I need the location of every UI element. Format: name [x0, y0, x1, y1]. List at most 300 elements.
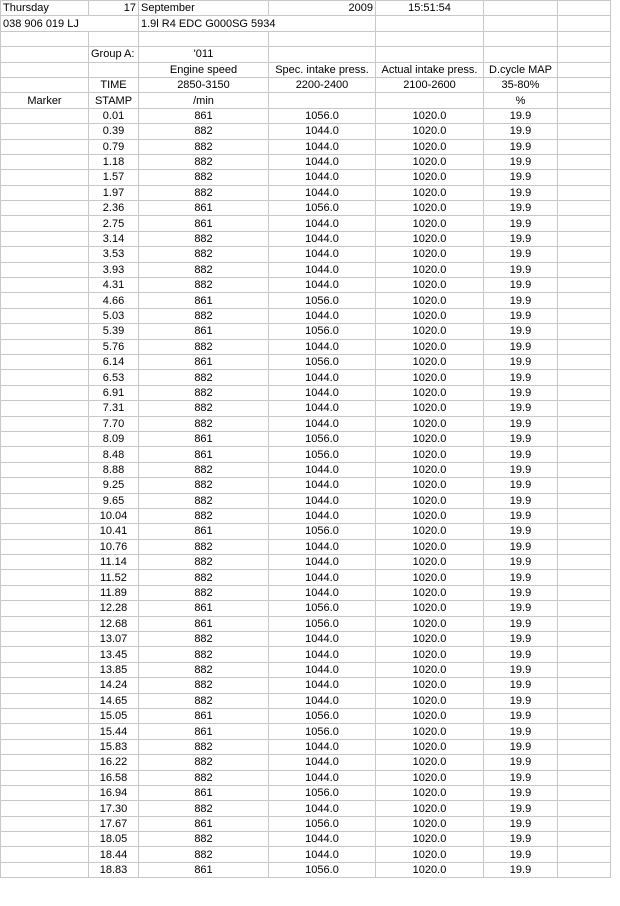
- actual-intake-cell[interactable]: 1020.0: [376, 862, 484, 877]
- empty-cell[interactable]: [558, 862, 611, 877]
- dcycle-cell[interactable]: 19.9: [484, 170, 558, 185]
- actual-intake-cell[interactable]: 1020.0: [376, 447, 484, 462]
- time-stamp-cell[interactable]: 6.14: [89, 354, 139, 369]
- time-stamp-cell[interactable]: 15.83: [89, 739, 139, 754]
- spec-intake-cell[interactable]: 1044.0: [269, 493, 376, 508]
- actual-intake-cell[interactable]: 1020.0: [376, 708, 484, 723]
- empty-cell[interactable]: [558, 816, 611, 831]
- empty-cell[interactable]: [376, 16, 484, 31]
- dcycle-cell[interactable]: 19.9: [484, 585, 558, 600]
- empty-cell[interactable]: [558, 16, 611, 31]
- actual-intake-cell[interactable]: 1020.0: [376, 739, 484, 754]
- time-stamp-cell[interactable]: 10.04: [89, 508, 139, 523]
- actual-intake-cell[interactable]: 1020.0: [376, 755, 484, 770]
- actual-intake-cell[interactable]: 1020.0: [376, 493, 484, 508]
- actual-intake-cell[interactable]: 1020.0: [376, 847, 484, 862]
- spec-intake-cell[interactable]: 1044.0: [269, 370, 376, 385]
- marker-cell[interactable]: [1, 170, 89, 185]
- empty-cell[interactable]: [484, 1, 558, 16]
- spec-intake-cell[interactable]: 1044.0: [269, 231, 376, 246]
- actual-intake-cell[interactable]: 1020.0: [376, 370, 484, 385]
- dcycle-cell[interactable]: 19.9: [484, 431, 558, 446]
- actual-intake-cell[interactable]: 1020.0: [376, 354, 484, 369]
- engine-speed-cell[interactable]: 882: [139, 678, 269, 693]
- marker-cell[interactable]: [1, 370, 89, 385]
- engine-speed-cell[interactable]: 882: [139, 185, 269, 200]
- dcycle-cell[interactable]: 19.9: [484, 708, 558, 723]
- spec-intake-cell[interactable]: 1056.0: [269, 601, 376, 616]
- spec-intake-cell[interactable]: 1044.0: [269, 770, 376, 785]
- marker-cell[interactable]: [1, 431, 89, 446]
- marker-cell[interactable]: [1, 247, 89, 262]
- actual-intake-cell[interactable]: 1020.0: [376, 385, 484, 400]
- actual-intake-cell[interactable]: 1020.0: [376, 616, 484, 631]
- empty-cell[interactable]: [558, 585, 611, 600]
- empty-cell[interactable]: [558, 324, 611, 339]
- engine-speed-cell[interactable]: 882: [139, 385, 269, 400]
- empty-cell[interactable]: [558, 616, 611, 631]
- marker-cell[interactable]: [1, 278, 89, 293]
- spec-intake-cell[interactable]: 1056.0: [269, 447, 376, 462]
- empty-cell[interactable]: [558, 93, 611, 108]
- time-stamp-cell[interactable]: 3.14: [89, 231, 139, 246]
- spec-intake-cell[interactable]: 1044.0: [269, 585, 376, 600]
- engine-speed-cell[interactable]: 882: [139, 247, 269, 262]
- dcycle-cell[interactable]: 19.9: [484, 816, 558, 831]
- dcycle-cell[interactable]: 19.9: [484, 678, 558, 693]
- time-stamp-cell[interactable]: 4.66: [89, 293, 139, 308]
- actual-intake-cell[interactable]: 1020.0: [376, 770, 484, 785]
- dcycle-cell[interactable]: 19.9: [484, 662, 558, 677]
- marker-cell[interactable]: [1, 339, 89, 354]
- marker-cell[interactable]: [1, 108, 89, 123]
- dcycle-cell[interactable]: 19.9: [484, 478, 558, 493]
- dcycle-cell[interactable]: 19.9: [484, 832, 558, 847]
- actual-intake-spec[interactable]: 2100-2600: [376, 77, 484, 92]
- empty-cell[interactable]: [558, 555, 611, 570]
- time-stamp-cell[interactable]: 0.01: [89, 108, 139, 123]
- empty-cell[interactable]: [558, 662, 611, 677]
- dcycle-cell[interactable]: 19.9: [484, 416, 558, 431]
- empty-cell[interactable]: [558, 693, 611, 708]
- engine-speed-cell[interactable]: 882: [139, 339, 269, 354]
- dcycle-cell[interactable]: 19.9: [484, 447, 558, 462]
- actual-intake-cell[interactable]: 1020.0: [376, 478, 484, 493]
- spec-intake-cell[interactable]: 1044.0: [269, 124, 376, 139]
- marker-cell[interactable]: [1, 785, 89, 800]
- empty-cell[interactable]: [376, 31, 484, 46]
- empty-cell[interactable]: [558, 170, 611, 185]
- dcycle-cell[interactable]: 19.9: [484, 570, 558, 585]
- dcycle-cell[interactable]: 19.9: [484, 231, 558, 246]
- actual-intake-cell[interactable]: 1020.0: [376, 416, 484, 431]
- marker-cell[interactable]: [1, 416, 89, 431]
- engine-speed-cell[interactable]: 882: [139, 170, 269, 185]
- dcycle-cell[interactable]: 19.9: [484, 616, 558, 631]
- marker-cell[interactable]: [1, 832, 89, 847]
- engine-speed-cell[interactable]: 882: [139, 632, 269, 647]
- spec-intake-cell[interactable]: 1044.0: [269, 647, 376, 662]
- spec-intake-cell[interactable]: 1044.0: [269, 416, 376, 431]
- dcycle-cell[interactable]: 19.9: [484, 293, 558, 308]
- empty-cell[interactable]: [558, 47, 611, 62]
- engine-speed-cell[interactable]: 882: [139, 370, 269, 385]
- empty-cell[interactable]: [558, 62, 611, 77]
- engine-speed-cell[interactable]: 882: [139, 139, 269, 154]
- engine-speed-unit[interactable]: /min: [139, 93, 269, 108]
- time-label-cell[interactable]: TIME: [89, 77, 139, 92]
- time-stamp-cell[interactable]: 10.41: [89, 524, 139, 539]
- time-stamp-cell[interactable]: 17.67: [89, 816, 139, 831]
- time-stamp-cell[interactable]: 13.85: [89, 662, 139, 677]
- dcycle-cell[interactable]: 19.9: [484, 154, 558, 169]
- spec-intake-cell[interactable]: 1056.0: [269, 293, 376, 308]
- time-stamp-cell[interactable]: 9.65: [89, 493, 139, 508]
- actual-intake-cell[interactable]: 1020.0: [376, 801, 484, 816]
- spec-intake-cell[interactable]: 1044.0: [269, 278, 376, 293]
- engine-speed-cell[interactable]: 861: [139, 724, 269, 739]
- empty-cell[interactable]: [558, 1, 611, 16]
- engine-speed-cell[interactable]: 882: [139, 493, 269, 508]
- empty-cell[interactable]: [1, 31, 89, 46]
- year-cell[interactable]: 2009: [269, 1, 376, 16]
- marker-cell[interactable]: [1, 708, 89, 723]
- spec-intake-cell[interactable]: 1044.0: [269, 154, 376, 169]
- spec-intake-cell[interactable]: 1044.0: [269, 678, 376, 693]
- engine-speed-cell[interactable]: 861: [139, 216, 269, 231]
- engine-cell[interactable]: 1.9l R4 EDC G000SG 5934: [139, 16, 376, 31]
- spec-intake-cell[interactable]: 1044.0: [269, 385, 376, 400]
- actual-intake-cell[interactable]: 1020.0: [376, 154, 484, 169]
- actual-intake-cell[interactable]: 1020.0: [376, 601, 484, 616]
- engine-speed-cell[interactable]: 882: [139, 478, 269, 493]
- engine-speed-cell[interactable]: 882: [139, 555, 269, 570]
- empty-cell[interactable]: [558, 462, 611, 477]
- marker-cell[interactable]: [1, 632, 89, 647]
- time-stamp-cell[interactable]: 2.36: [89, 201, 139, 216]
- actual-intake-cell[interactable]: 1020.0: [376, 216, 484, 231]
- actual-intake-cell[interactable]: 1020.0: [376, 124, 484, 139]
- marker-cell[interactable]: [1, 539, 89, 554]
- engine-speed-cell[interactable]: 861: [139, 324, 269, 339]
- time-stamp-cell[interactable]: 11.52: [89, 570, 139, 585]
- empty-cell[interactable]: [558, 401, 611, 416]
- empty-cell[interactable]: [558, 231, 611, 246]
- dcycle-cell[interactable]: 19.9: [484, 862, 558, 877]
- marker-cell[interactable]: [1, 478, 89, 493]
- empty-cell[interactable]: [1, 77, 89, 92]
- empty-cell[interactable]: [558, 139, 611, 154]
- spec-intake-cell[interactable]: 1056.0: [269, 724, 376, 739]
- engine-speed-cell[interactable]: 882: [139, 539, 269, 554]
- time-stamp-cell[interactable]: 18.44: [89, 847, 139, 862]
- empty-cell[interactable]: [484, 31, 558, 46]
- dcycle-cell[interactable]: 19.9: [484, 370, 558, 385]
- actual-intake-cell[interactable]: 1020.0: [376, 339, 484, 354]
- dcycle-cell[interactable]: 19.9: [484, 247, 558, 262]
- dcycle-cell[interactable]: 19.9: [484, 755, 558, 770]
- time-stamp-cell[interactable]: 12.68: [89, 616, 139, 631]
- spec-intake-cell[interactable]: 1056.0: [269, 862, 376, 877]
- empty-cell[interactable]: [1, 62, 89, 77]
- marker-cell[interactable]: [1, 555, 89, 570]
- empty-cell[interactable]: [558, 478, 611, 493]
- engine-speed-cell[interactable]: 882: [139, 508, 269, 523]
- marker-cell[interactable]: [1, 324, 89, 339]
- time-stamp-cell[interactable]: 10.76: [89, 539, 139, 554]
- empty-cell[interactable]: [558, 293, 611, 308]
- time-stamp-cell[interactable]: 14.65: [89, 693, 139, 708]
- empty-cell[interactable]: [558, 801, 611, 816]
- spec-intake-cell[interactable]: 1044.0: [269, 632, 376, 647]
- dcycle-cell[interactable]: 19.9: [484, 462, 558, 477]
- time-stamp-cell[interactable]: 5.76: [89, 339, 139, 354]
- engine-speed-cell[interactable]: 861: [139, 108, 269, 123]
- marker-cell[interactable]: [1, 862, 89, 877]
- empty-cell[interactable]: [558, 262, 611, 277]
- marker-cell[interactable]: [1, 185, 89, 200]
- time-stamp-cell[interactable]: 1.97: [89, 185, 139, 200]
- empty-cell[interactable]: [558, 493, 611, 508]
- spec-intake-cell[interactable]: 1056.0: [269, 785, 376, 800]
- marker-cell[interactable]: [1, 493, 89, 508]
- dcycle-cell[interactable]: 19.9: [484, 216, 558, 231]
- group-label-cell[interactable]: Group A:: [89, 47, 139, 62]
- marker-cell[interactable]: [1, 293, 89, 308]
- time-stamp-cell[interactable]: 3.93: [89, 262, 139, 277]
- dcycle-cell[interactable]: 19.9: [484, 724, 558, 739]
- engine-speed-cell[interactable]: 861: [139, 447, 269, 462]
- empty-cell[interactable]: [269, 31, 376, 46]
- marker-cell[interactable]: [1, 678, 89, 693]
- spec-intake-cell[interactable]: 1044.0: [269, 247, 376, 262]
- empty-cell[interactable]: [139, 31, 269, 46]
- empty-cell[interactable]: [558, 785, 611, 800]
- engine-speed-cell[interactable]: 861: [139, 708, 269, 723]
- actual-intake-cell[interactable]: 1020.0: [376, 724, 484, 739]
- empty-cell[interactable]: [1, 47, 89, 62]
- empty-cell[interactable]: [558, 154, 611, 169]
- empty-cell[interactable]: [558, 31, 611, 46]
- dcycle-spec[interactable]: 35-80%: [484, 77, 558, 92]
- actual-intake-cell[interactable]: 1020.0: [376, 632, 484, 647]
- time-cell[interactable]: 15:51:54: [376, 1, 484, 16]
- marker-cell[interactable]: [1, 647, 89, 662]
- dcycle-cell[interactable]: 19.9: [484, 555, 558, 570]
- actual-intake-cell[interactable]: 1020.0: [376, 231, 484, 246]
- spec-intake-cell[interactable]: 1044.0: [269, 739, 376, 754]
- marker-cell[interactable]: [1, 401, 89, 416]
- marker-cell[interactable]: [1, 585, 89, 600]
- empty-cell[interactable]: [89, 31, 139, 46]
- spec-intake-header[interactable]: Spec. intake press.: [269, 62, 376, 77]
- engine-speed-cell[interactable]: 882: [139, 231, 269, 246]
- engine-speed-cell[interactable]: 861: [139, 601, 269, 616]
- dcycle-cell[interactable]: 19.9: [484, 354, 558, 369]
- spec-intake-cell[interactable]: 1056.0: [269, 431, 376, 446]
- actual-intake-cell[interactable]: 1020.0: [376, 585, 484, 600]
- marker-cell[interactable]: [1, 216, 89, 231]
- actual-intake-cell[interactable]: 1020.0: [376, 693, 484, 708]
- empty-cell[interactable]: [558, 124, 611, 139]
- empty-cell[interactable]: [558, 647, 611, 662]
- dcycle-cell[interactable]: 19.9: [484, 339, 558, 354]
- empty-cell[interactable]: [558, 708, 611, 723]
- marker-cell[interactable]: [1, 601, 89, 616]
- time-stamp-cell[interactable]: 2.75: [89, 216, 139, 231]
- time-stamp-cell[interactable]: 8.88: [89, 462, 139, 477]
- day-cell[interactable]: Thursday: [1, 1, 89, 16]
- empty-cell[interactable]: [558, 216, 611, 231]
- dcycle-cell[interactable]: 19.9: [484, 739, 558, 754]
- dcycle-unit[interactable]: %: [484, 93, 558, 108]
- spec-intake-cell[interactable]: 1044.0: [269, 401, 376, 416]
- actual-intake-cell[interactable]: 1020.0: [376, 785, 484, 800]
- engine-speed-cell[interactable]: 882: [139, 647, 269, 662]
- empty-cell[interactable]: [376, 47, 484, 62]
- stamp-label-cell[interactable]: STAMP: [89, 93, 139, 108]
- engine-speed-cell[interactable]: 861: [139, 293, 269, 308]
- dcycle-cell[interactable]: 19.9: [484, 847, 558, 862]
- actual-intake-cell[interactable]: 1020.0: [376, 555, 484, 570]
- actual-intake-cell[interactable]: 1020.0: [376, 539, 484, 554]
- marker-cell[interactable]: [1, 724, 89, 739]
- month-cell[interactable]: September: [139, 1, 269, 16]
- dcycle-cell[interactable]: 19.9: [484, 493, 558, 508]
- spec-intake-cell[interactable]: 1056.0: [269, 816, 376, 831]
- actual-intake-cell[interactable]: 1020.0: [376, 201, 484, 216]
- time-stamp-cell[interactable]: 12.28: [89, 601, 139, 616]
- dcycle-cell[interactable]: 19.9: [484, 185, 558, 200]
- actual-intake-cell[interactable]: 1020.0: [376, 524, 484, 539]
- empty-cell[interactable]: [558, 570, 611, 585]
- engine-speed-cell[interactable]: 861: [139, 785, 269, 800]
- time-stamp-cell[interactable]: 1.18: [89, 154, 139, 169]
- time-stamp-cell[interactable]: 1.57: [89, 170, 139, 185]
- dcycle-cell[interactable]: 19.9: [484, 601, 558, 616]
- marker-cell[interactable]: [1, 262, 89, 277]
- engine-speed-cell[interactable]: 861: [139, 616, 269, 631]
- spec-intake-cell[interactable]: 1056.0: [269, 354, 376, 369]
- engine-speed-cell[interactable]: 882: [139, 124, 269, 139]
- spec-intake-cell[interactable]: 1044.0: [269, 216, 376, 231]
- actual-intake-cell[interactable]: 1020.0: [376, 324, 484, 339]
- dcycle-cell[interactable]: 19.9: [484, 108, 558, 123]
- spec-intake-spec[interactable]: 2200-2400: [269, 77, 376, 92]
- dcycle-cell[interactable]: 19.9: [484, 201, 558, 216]
- spec-intake-cell[interactable]: 1044.0: [269, 170, 376, 185]
- dcycle-cell[interactable]: 19.9: [484, 124, 558, 139]
- engine-speed-cell[interactable]: 882: [139, 770, 269, 785]
- spec-intake-cell[interactable]: 1044.0: [269, 539, 376, 554]
- dcycle-cell[interactable]: 19.9: [484, 770, 558, 785]
- time-stamp-cell[interactable]: 16.58: [89, 770, 139, 785]
- marker-cell[interactable]: [1, 524, 89, 539]
- dcycle-cell[interactable]: 19.9: [484, 308, 558, 323]
- empty-cell[interactable]: [558, 724, 611, 739]
- marker-cell[interactable]: [1, 154, 89, 169]
- marker-cell[interactable]: [1, 739, 89, 754]
- actual-intake-cell[interactable]: 1020.0: [376, 647, 484, 662]
- spec-intake-cell[interactable]: 1044.0: [269, 262, 376, 277]
- marker-cell[interactable]: [1, 801, 89, 816]
- marker-cell[interactable]: [1, 308, 89, 323]
- spec-intake-cell[interactable]: 1044.0: [269, 801, 376, 816]
- actual-intake-cell[interactable]: 1020.0: [376, 462, 484, 477]
- marker-cell[interactable]: [1, 693, 89, 708]
- time-stamp-cell[interactable]: 15.05: [89, 708, 139, 723]
- dcycle-cell[interactable]: 19.9: [484, 278, 558, 293]
- actual-intake-header[interactable]: Actual intake press.: [376, 62, 484, 77]
- dcycle-cell[interactable]: 19.9: [484, 785, 558, 800]
- actual-intake-unit[interactable]: [376, 93, 484, 108]
- engine-speed-cell[interactable]: 882: [139, 570, 269, 585]
- time-stamp-cell[interactable]: 15.44: [89, 724, 139, 739]
- time-stamp-cell[interactable]: 0.39: [89, 124, 139, 139]
- spec-intake-cell[interactable]: 1044.0: [269, 662, 376, 677]
- engine-speed-cell[interactable]: 882: [139, 585, 269, 600]
- time-stamp-cell[interactable]: 0.79: [89, 139, 139, 154]
- spec-intake-cell[interactable]: 1056.0: [269, 201, 376, 216]
- group-code-cell[interactable]: '011: [139, 47, 269, 62]
- marker-cell[interactable]: [1, 231, 89, 246]
- spec-intake-cell[interactable]: 1056.0: [269, 324, 376, 339]
- engine-speed-cell[interactable]: 861: [139, 816, 269, 831]
- engine-speed-cell[interactable]: 861: [139, 524, 269, 539]
- empty-cell[interactable]: [558, 431, 611, 446]
- engine-speed-cell[interactable]: 882: [139, 416, 269, 431]
- spec-intake-cell[interactable]: 1044.0: [269, 339, 376, 354]
- marker-cell[interactable]: [1, 816, 89, 831]
- marker-cell[interactable]: [1, 508, 89, 523]
- time-stamp-cell[interactable]: 13.45: [89, 647, 139, 662]
- marker-cell[interactable]: [1, 847, 89, 862]
- engine-speed-cell[interactable]: 882: [139, 832, 269, 847]
- spec-intake-cell[interactable]: 1044.0: [269, 508, 376, 523]
- time-stamp-cell[interactable]: 8.48: [89, 447, 139, 462]
- actual-intake-cell[interactable]: 1020.0: [376, 278, 484, 293]
- time-stamp-cell[interactable]: 3.53: [89, 247, 139, 262]
- actual-intake-cell[interactable]: 1020.0: [376, 308, 484, 323]
- marker-label-cell[interactable]: Marker: [1, 93, 89, 108]
- part-number-cell[interactable]: 038 906 019 LJ: [1, 16, 139, 31]
- engine-speed-cell[interactable]: 861: [139, 354, 269, 369]
- engine-speed-cell[interactable]: 882: [139, 154, 269, 169]
- time-stamp-cell[interactable]: 11.14: [89, 555, 139, 570]
- empty-cell[interactable]: [558, 185, 611, 200]
- time-stamp-cell[interactable]: 18.05: [89, 832, 139, 847]
- actual-intake-cell[interactable]: 1020.0: [376, 662, 484, 677]
- time-stamp-cell[interactable]: 7.31: [89, 401, 139, 416]
- spec-intake-cell[interactable]: 1044.0: [269, 185, 376, 200]
- engine-speed-cell[interactable]: 882: [139, 847, 269, 862]
- dcycle-cell[interactable]: 19.9: [484, 801, 558, 816]
- empty-cell[interactable]: [558, 278, 611, 293]
- actual-intake-cell[interactable]: 1020.0: [376, 816, 484, 831]
- empty-cell[interactable]: [558, 678, 611, 693]
- engine-speed-cell[interactable]: 882: [139, 462, 269, 477]
- spec-intake-unit[interactable]: [269, 93, 376, 108]
- spec-intake-cell[interactable]: 1044.0: [269, 570, 376, 585]
- spec-intake-cell[interactable]: 1044.0: [269, 139, 376, 154]
- spec-intake-cell[interactable]: 1056.0: [269, 108, 376, 123]
- empty-cell[interactable]: [484, 47, 558, 62]
- actual-intake-cell[interactable]: 1020.0: [376, 262, 484, 277]
- dcycle-cell[interactable]: 19.9: [484, 524, 558, 539]
- spec-intake-cell[interactable]: 1044.0: [269, 308, 376, 323]
- engine-speed-cell[interactable]: 882: [139, 401, 269, 416]
- time-stamp-cell[interactable]: 6.53: [89, 370, 139, 385]
